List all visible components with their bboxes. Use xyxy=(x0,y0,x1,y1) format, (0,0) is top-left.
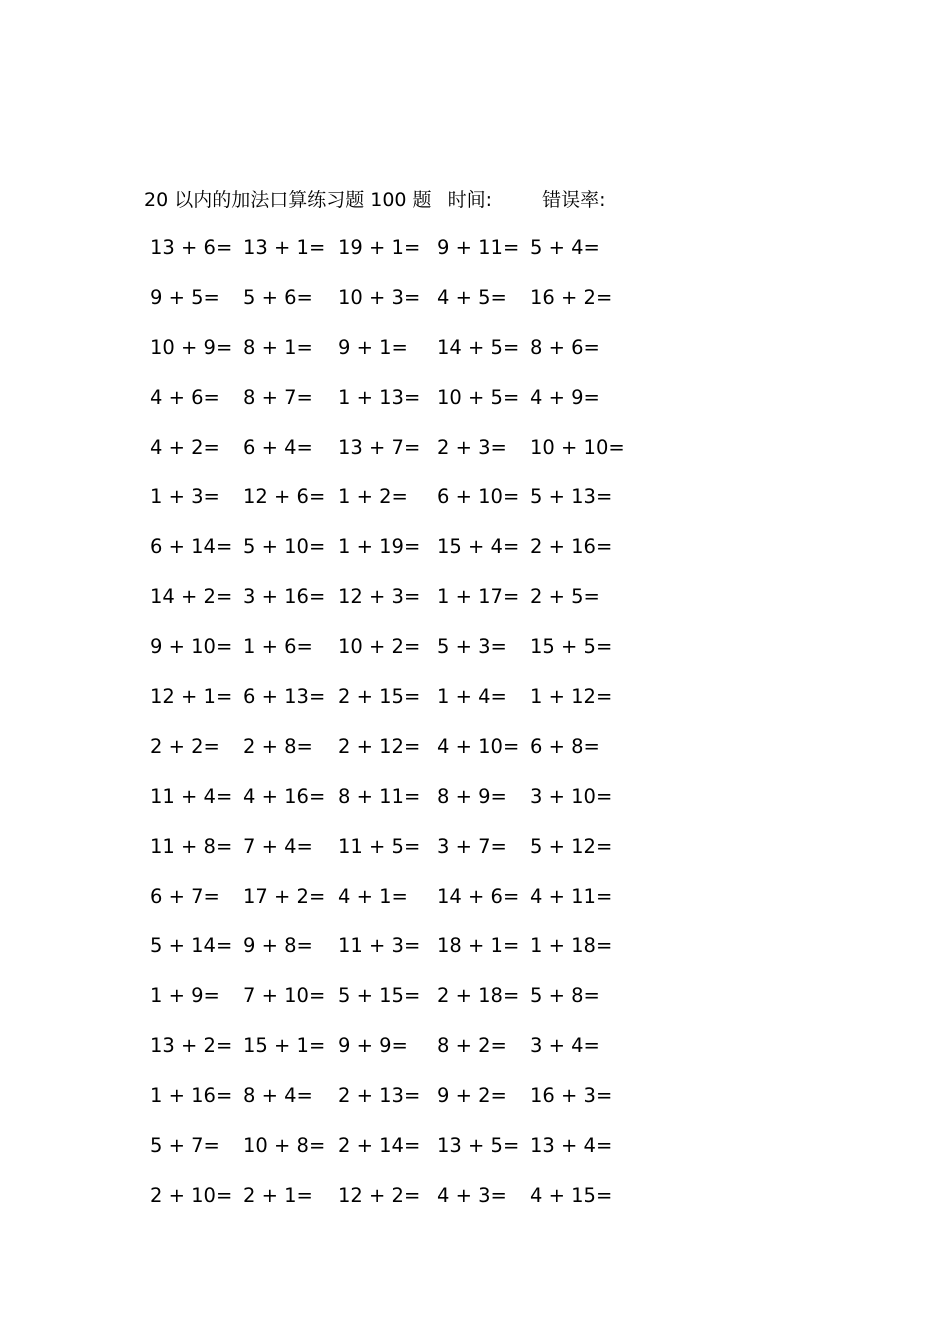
problem-item: 11 + 5= xyxy=(338,834,421,858)
problem-row xyxy=(144,632,624,682)
problem-item: 8 + 2= xyxy=(437,1034,507,1058)
problem-item: 1 + 17= xyxy=(437,585,520,609)
problem-item: 16 + 3= xyxy=(530,1084,613,1108)
problem-item: 2 + 15= xyxy=(338,685,421,709)
problem-item: 2 + 5= xyxy=(530,585,600,609)
problem-item: 4 + 5= xyxy=(437,285,507,309)
problem-item: 17 + 2= xyxy=(243,884,326,908)
problem-grid xyxy=(144,233,624,1231)
problem-row xyxy=(144,832,624,882)
problem-item: 5 + 12= xyxy=(530,834,613,858)
problem-item: 2 + 18= xyxy=(437,984,520,1008)
problem-item: 3 + 16= xyxy=(243,585,326,609)
problem-item: 6 + 8= xyxy=(530,734,600,758)
problem-item: 8 + 9= xyxy=(437,784,507,808)
problem-row xyxy=(144,383,624,433)
problem-item: 4 + 9= xyxy=(530,385,600,409)
problem-item: 11 + 8= xyxy=(150,834,233,858)
worksheet-title: 20 以内的加法口算练习题 100 题 xyxy=(144,189,432,211)
problem-row xyxy=(144,981,624,1031)
problem-item: 15 + 1= xyxy=(243,1034,326,1058)
problem-item: 3 + 7= xyxy=(437,834,507,858)
problem-item: 2 + 14= xyxy=(338,1134,421,1158)
problem-item: 2 + 8= xyxy=(243,734,313,758)
problem-item: 8 + 4= xyxy=(243,1084,313,1108)
problem-item: 7 + 4= xyxy=(243,834,313,858)
problem-item: 5 + 6= xyxy=(243,285,313,309)
problem-row xyxy=(144,682,624,732)
problem-item: 1 + 18= xyxy=(530,934,613,958)
problem-item: 14 + 2= xyxy=(150,585,233,609)
problem-row xyxy=(144,1131,624,1181)
problem-item: 10 + 2= xyxy=(338,635,421,659)
problem-row xyxy=(144,582,624,632)
worksheet-header xyxy=(144,186,605,214)
problem-item: 4 + 10= xyxy=(437,734,520,758)
problem-item: 6 + 13= xyxy=(243,685,326,709)
problem-item: 5 + 15= xyxy=(338,984,421,1008)
problem-row xyxy=(144,283,624,333)
problem-item: 2 + 12= xyxy=(338,734,421,758)
problem-item: 1 + 12= xyxy=(530,685,613,709)
problem-item: 12 + 1= xyxy=(150,685,233,709)
problem-item: 1 + 3= xyxy=(150,485,220,509)
problem-item: 1 + 4= xyxy=(437,685,507,709)
problem-item: 9 + 11= xyxy=(437,236,520,259)
problem-item: 3 + 4= xyxy=(530,1034,600,1058)
problem-item: 8 + 11= xyxy=(338,784,421,808)
problem-item: 2 + 3= xyxy=(437,435,507,459)
problem-row xyxy=(144,1031,624,1081)
problem-item: 4 + 3= xyxy=(437,1183,507,1207)
problem-item: 4 + 2= xyxy=(150,435,220,459)
problem-item: 5 + 10= xyxy=(243,535,326,559)
problem-row xyxy=(144,532,624,582)
problem-item: 13 + 1= xyxy=(243,236,326,259)
problem-item: 10 + 10= xyxy=(530,435,625,459)
problem-item: 5 + 8= xyxy=(530,984,600,1008)
problem-row xyxy=(144,1181,624,1231)
problem-row xyxy=(144,931,624,981)
problem-item: 13 + 2= xyxy=(150,1034,233,1058)
problem-item: 1 + 6= xyxy=(243,635,313,659)
problem-item: 15 + 5= xyxy=(530,635,613,659)
problem-item: 9 + 5= xyxy=(150,285,220,309)
problem-item: 9 + 9= xyxy=(338,1034,408,1058)
problem-item: 2 + 2= xyxy=(150,734,220,758)
problem-row xyxy=(144,333,624,383)
problem-item: 14 + 6= xyxy=(437,884,520,908)
problem-item: 1 + 2= xyxy=(338,485,408,509)
problem-row xyxy=(144,732,624,782)
problem-row xyxy=(144,882,624,932)
problem-item: 5 + 3= xyxy=(437,635,507,659)
problem-item: 5 + 7= xyxy=(150,1134,220,1158)
problem-item: 14 + 5= xyxy=(437,335,520,359)
problem-item: 6 + 10= xyxy=(437,485,520,509)
problem-row xyxy=(144,782,624,832)
problem-item: 4 + 6= xyxy=(150,385,220,409)
problem-item: 7 + 10= xyxy=(243,984,326,1008)
error-rate-label: 错误率: xyxy=(542,189,606,211)
problem-item: 4 + 15= xyxy=(530,1183,613,1207)
problem-item: 5 + 4= xyxy=(530,236,600,259)
problem-row xyxy=(144,433,624,483)
problem-item: 5 + 14= xyxy=(150,934,233,958)
problem-item: 1 + 9= xyxy=(150,984,220,1008)
problem-item: 8 + 1= xyxy=(243,335,313,359)
problem-item: 3 + 10= xyxy=(530,784,613,808)
problem-item: 5 + 13= xyxy=(530,485,613,509)
problem-item: 9 + 8= xyxy=(243,934,313,958)
problem-item: 12 + 3= xyxy=(338,585,421,609)
problem-item: 13 + 7= xyxy=(338,435,421,459)
problem-item: 2 + 1= xyxy=(243,1183,313,1207)
problem-item: 10 + 3= xyxy=(338,285,421,309)
problem-item: 10 + 8= xyxy=(243,1134,326,1158)
problem-item: 13 + 6= xyxy=(150,236,233,259)
problem-item: 16 + 2= xyxy=(530,285,613,309)
problem-item: 1 + 16= xyxy=(150,1084,233,1108)
problem-item: 12 + 2= xyxy=(338,1183,421,1207)
problem-item: 8 + 7= xyxy=(243,385,313,409)
problem-item: 2 + 16= xyxy=(530,535,613,559)
problem-item: 4 + 1= xyxy=(338,884,408,908)
problem-row xyxy=(144,1081,624,1131)
problem-item: 18 + 1= xyxy=(437,934,520,958)
problem-item: 11 + 3= xyxy=(338,934,421,958)
problem-item: 13 + 5= xyxy=(437,1134,520,1158)
problem-item: 1 + 13= xyxy=(338,385,421,409)
problem-item: 10 + 5= xyxy=(437,385,520,409)
problem-item: 2 + 13= xyxy=(338,1084,421,1108)
problem-item: 12 + 6= xyxy=(243,485,326,509)
problem-item: 9 + 1= xyxy=(338,335,408,359)
problem-item: 13 + 4= xyxy=(530,1134,613,1158)
problem-item: 4 + 16= xyxy=(243,784,326,808)
time-label: 时间: xyxy=(447,189,493,211)
problem-item: 10 + 9= xyxy=(150,335,233,359)
problem-item: 1 + 19= xyxy=(338,535,421,559)
problem-item: 4 + 11= xyxy=(530,884,613,908)
problem-item: 2 + 10= xyxy=(150,1183,233,1207)
problem-item: 11 + 4= xyxy=(150,784,233,808)
problem-item: 15 + 4= xyxy=(437,535,520,559)
problem-item: 19 + 1= xyxy=(338,236,421,259)
problem-item: 8 + 6= xyxy=(530,335,600,359)
problem-item: 6 + 4= xyxy=(243,435,313,459)
problem-item: 9 + 10= xyxy=(150,635,233,659)
problem-item: 6 + 7= xyxy=(150,884,220,908)
problem-row xyxy=(144,482,624,532)
problem-item: 9 + 2= xyxy=(437,1084,507,1108)
problem-row xyxy=(144,233,624,283)
problem-item: 6 + 14= xyxy=(150,535,233,559)
